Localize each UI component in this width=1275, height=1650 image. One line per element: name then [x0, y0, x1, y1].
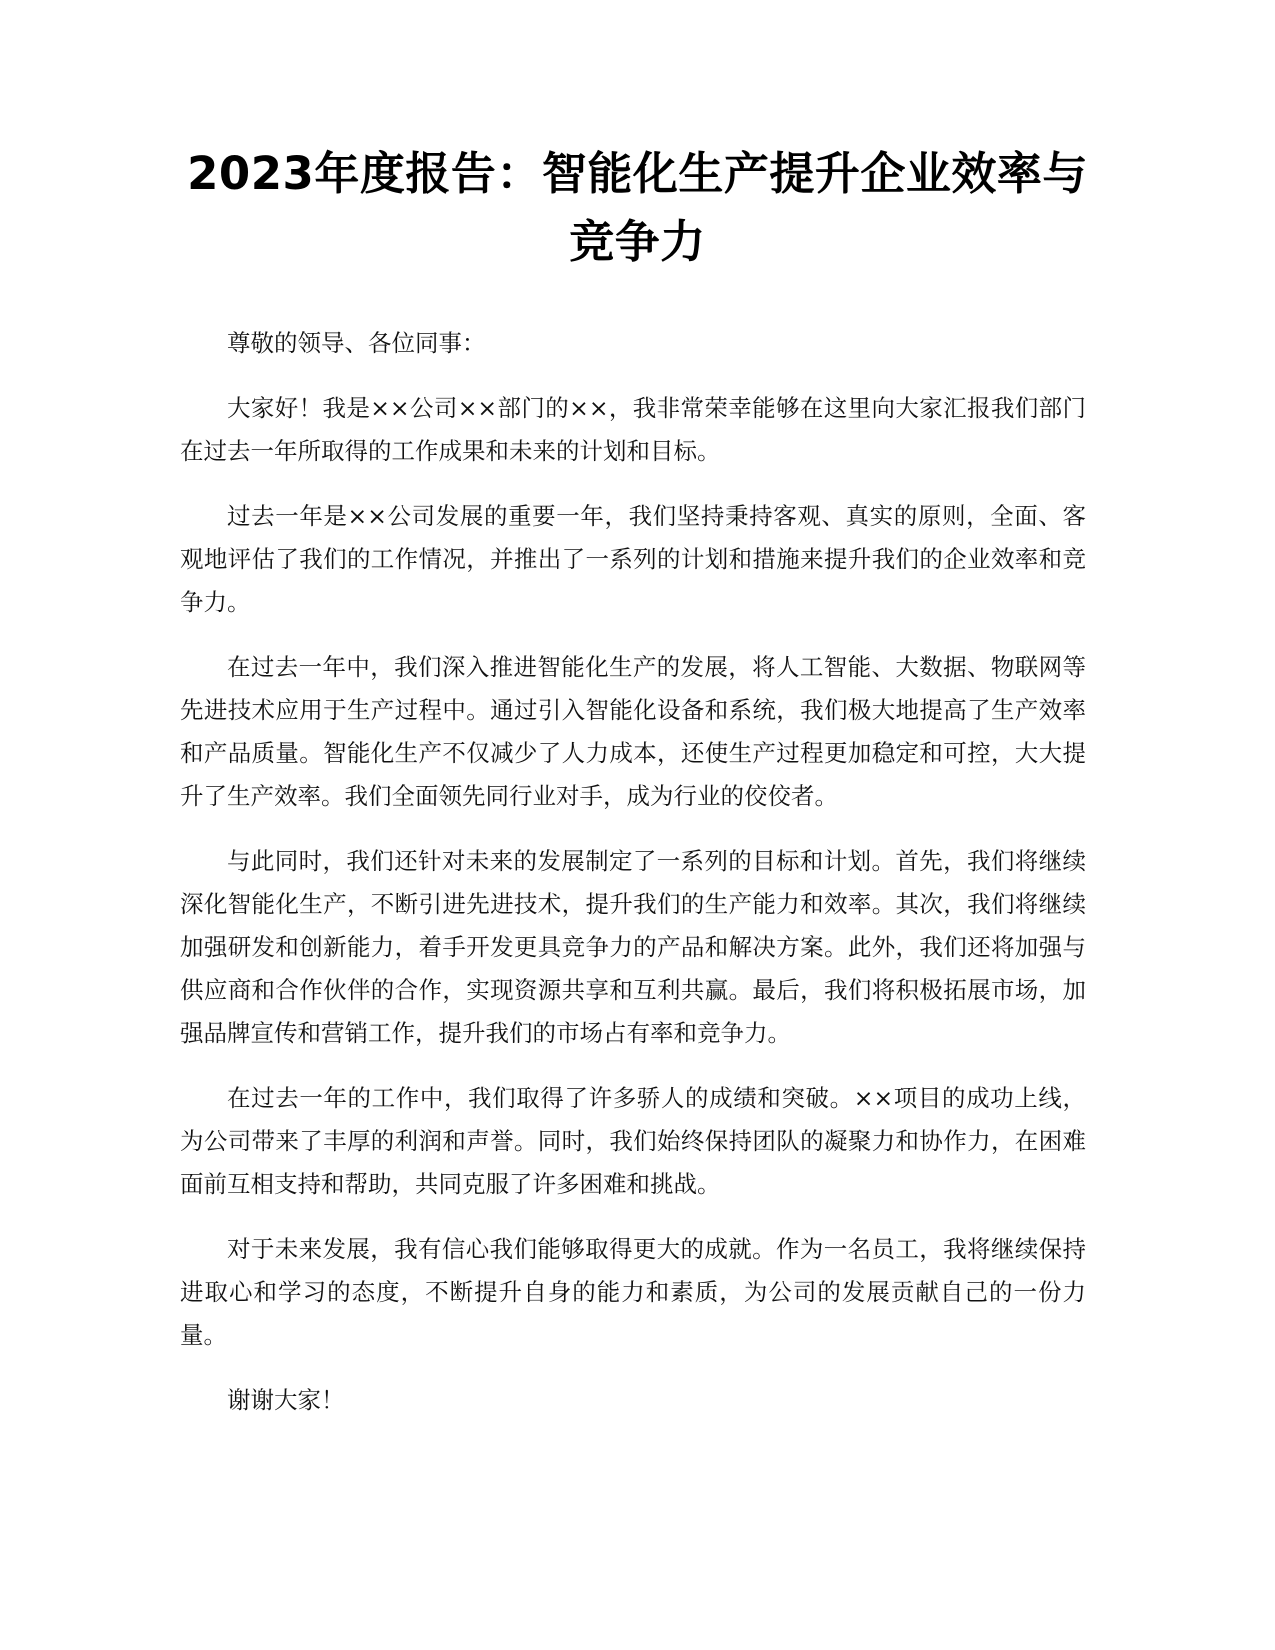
body-paragraph: 对于未来发展，我有信心我们能够取得更大的成就。作为一名员工，我将继续保持进取心和学习的态度，不断提升自身的能力和素质，为公司的发展贡献自己的一份力量。: [180, 1235, 1086, 1349]
closing-paragraph: 谢谢大家！: [227, 1386, 345, 1414]
document-body: [180, 322, 1086, 1444]
document-title: 2023年度报告：智能化生产提升企业效率与竞争力: [187, 147, 1088, 268]
body-paragraph: 在过去一年的工作中，我们取得了许多骄人的成绩和突破。××项目的成功上线，为公司带来了丰厚的利润和声誉。同时，我们始终保持团队的凝聚力和协作力，在困难面前互相支持和帮助，共同克服了许多困难和挑战。: [180, 1084, 1086, 1198]
body-paragraph: 在过去一年中，我们深入推进智能化生产的发展，将人工智能、大数据、物联网等先进技术应用于生产过程中。通过引入智能化设备和系统，我们极大地提高了生产效率和产品质量。智能化生产不仅减少了人力成本，还使生产过程更加稳定和可控，大大提升了生产效率。我们全面领先同行业对手，成为行业的佼佼者。: [180, 653, 1086, 810]
body-paragraph: 与此同时，我们还针对未来的发展制定了一系列的目标和计划。首先，我们将继续深化智能化生产，不断引进先进技术，提升我们的生产能力和效率。其次，我们将继续加强研发和创新能力，着手开发更具竞争力的产品和解决方案。此外，我们还将加强与供应商和合作伙伴的合作，实现资源共享和互利共赢。最后，我们将积极拓展市场，加强品牌宣传和营销工作，提升我们的市场占有率和竞争力。: [180, 847, 1086, 1047]
salutation-paragraph: 尊敬的领导、各位同事：: [227, 329, 486, 357]
body-paragraph: 大家好！我是××公司××部门的××，我非常荣幸能够在这里向大家汇报我们部门在过去一年所取得的工作成果和未来的计划和目标。: [180, 394, 1086, 465]
body-paragraph: 过去一年是××公司发展的重要一年，我们坚持秉持客观、真实的原则，全面、客观地评估了我们的工作情况，并推出了一系列的计划和措施来提升我们的企业效率和竞争力。: [180, 502, 1086, 616]
